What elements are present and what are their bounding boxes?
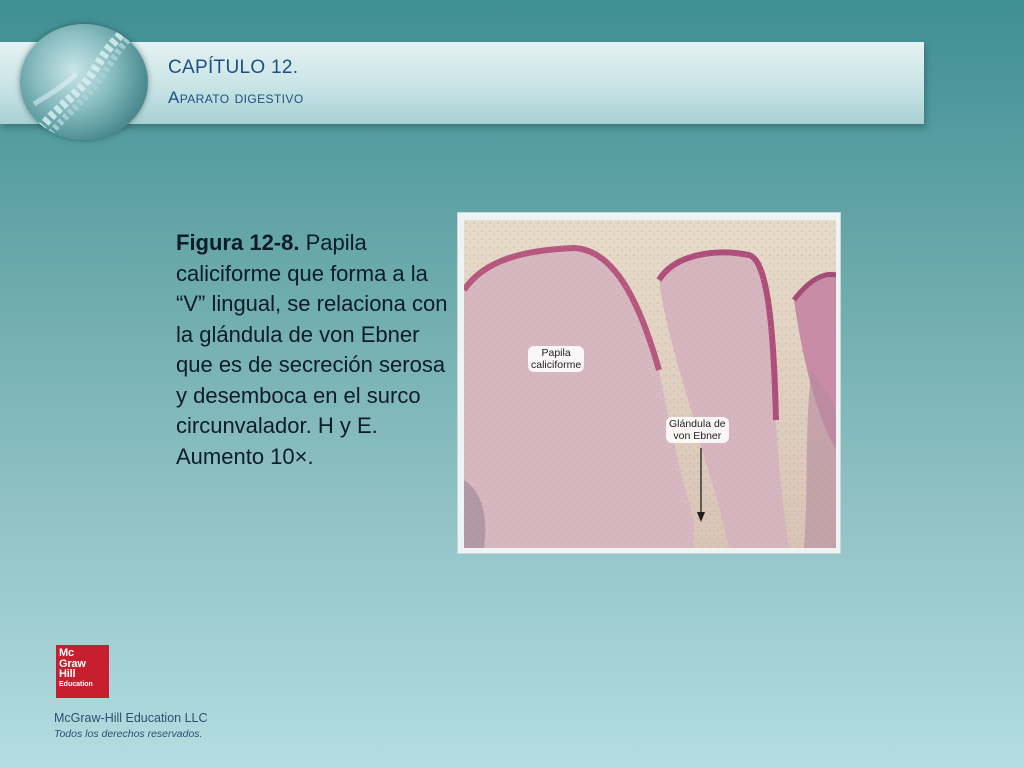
logo-line-3: Hill xyxy=(59,668,76,680)
figure-label-glandula xyxy=(666,417,729,443)
logo-line-4: Education xyxy=(59,680,93,688)
footer-company: McGraw-Hill Education LLC xyxy=(54,711,208,725)
figure-label-papila-line1: Papila xyxy=(541,347,571,359)
figure-label-papila-line2: caliciforme xyxy=(531,359,582,371)
chromosome-icon xyxy=(20,24,148,140)
footer-rights: Todos los derechos reservados. xyxy=(54,728,203,740)
micrograph-figure xyxy=(457,212,841,554)
micrograph-image xyxy=(464,220,836,548)
figure-number: Figura 12-8. xyxy=(176,230,300,255)
chapter-subtitle: Aparato digestivo xyxy=(168,88,304,107)
figure-label-glandula-line1: Glándula de xyxy=(669,418,726,430)
logo-line-1: Mc xyxy=(59,647,74,659)
chapter-title: CAPÍTULO 12. xyxy=(168,57,299,78)
logo-line-2: Graw xyxy=(59,657,86,670)
figure-caption xyxy=(176,228,451,472)
figure-label-glandula-line2: von Ebner xyxy=(673,430,722,442)
figure-description: Papila caliciforme que forma a la “V” lingual, se relaciona con la glándula de von Ebner que es de secreción serosa y desemboca en el surco circunvalador. H y E. Aumento 10×. xyxy=(176,230,448,469)
publisher-logo xyxy=(56,645,109,698)
figure-label-papila xyxy=(528,346,584,372)
